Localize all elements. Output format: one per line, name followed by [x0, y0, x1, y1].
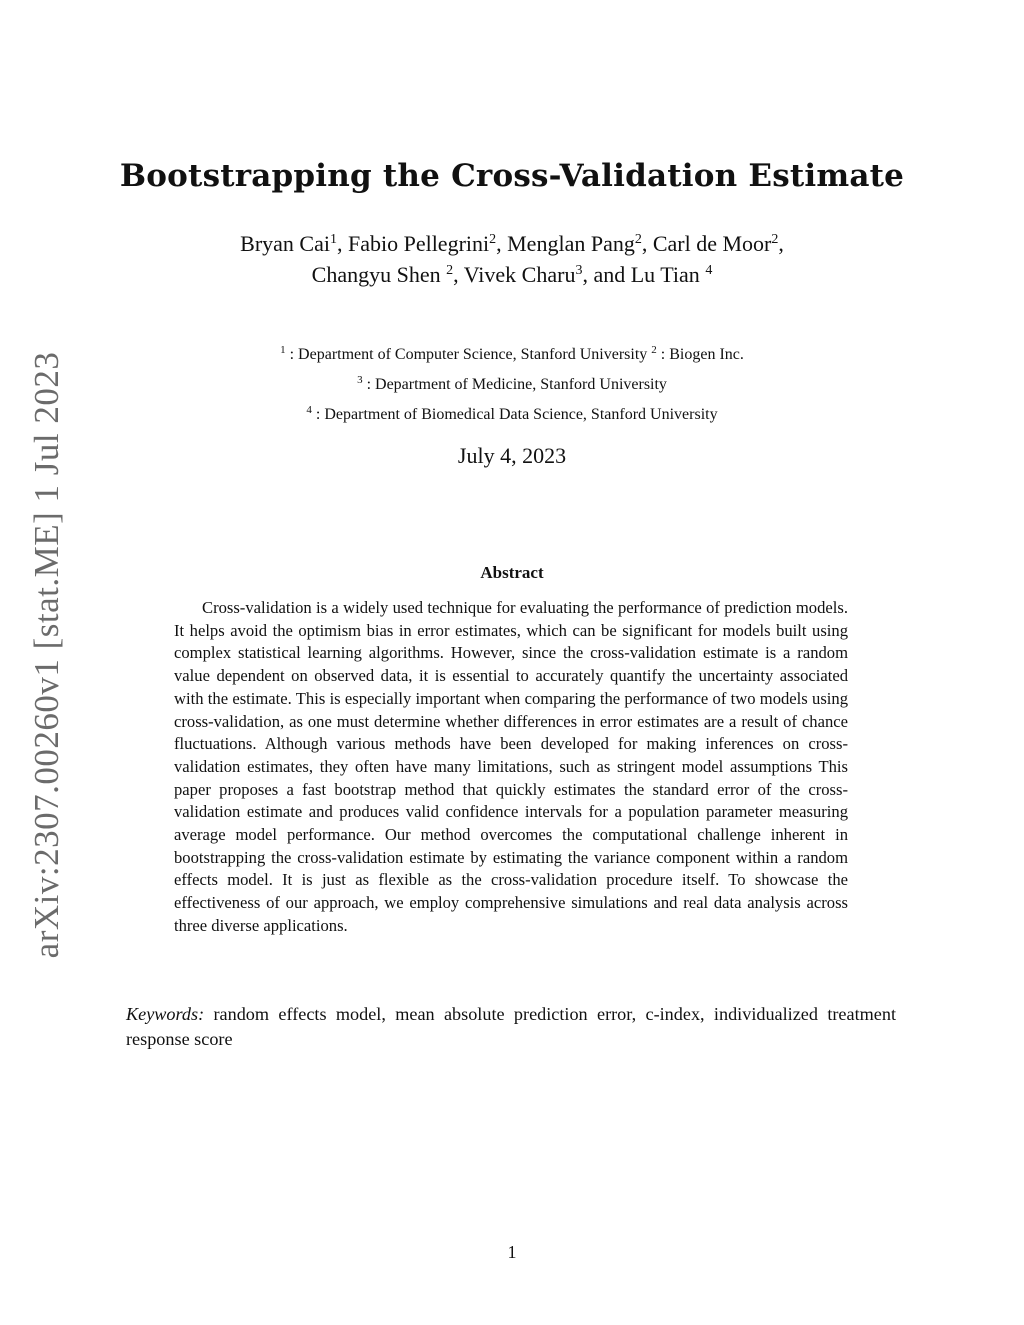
publication-date: July 4, 2023: [457, 443, 567, 468]
author-affiliation-mark: 3: [575, 263, 583, 278]
author-affiliation-mark: 2: [489, 232, 497, 247]
affiliation-line: $^3$ : Department of Medicine, Stanford University: [357, 374, 667, 393]
keywords-label: Keywords:: [126, 1004, 205, 1024]
author-affiliation-mark: 2: [771, 232, 779, 247]
affiliation-list: [0, 340, 1024, 430]
page-number: 1: [507, 1242, 517, 1262]
author-list: Bryan Cai$^1$, Fabio Pellegrini$^2$, Menglan Pang$^2$, Carl de Moor$^2$, Changyu Shen $^2$, Vivek Charu$^3$, and Lu Tian $^4$: [240, 231, 784, 287]
abstract-heading: Abstract: [480, 563, 544, 582]
abstract-body: Cross-validation is a widely used technique for evaluating the performance of prediction models. It helps avoid the optimism bias in error estimates, which can be significant for models built using complex statistical learning algorithms. However, since the cross-validation estimate is a random value dependent on observed data, it is essential to accurately quantify the uncertainty associated with the estimate. This is especially important when comparing the performance of two models using cross-validation, as one must determine whether differences in error estimates are a result of chance fluctuations. Although various methods have been developed for making inferences on cross-validation estimates, they often have many limitations, such as stringent model assumptions This paper proposes a fast bootstrap method that quickly estimates the standard error of the cross-validation estimate and produces valid confidence intervals for a population parameter measuring average model performance. Our method overcomes the computational challenge inherent in bootstrapping the cross-validation estimate by estimating the variance component within a random effects model. It is just as flexible as the cross-validation procedure itself. To showcase the effectiveness of our approach, we employ comprehensive simulations and real data analysis across three diverse applications.: [174, 598, 848, 935]
author-affiliation-mark: 1: [329, 232, 337, 247]
keywords-text: random effects model, mean absolute prediction error, c-index, individualized treatment response score: [126, 1004, 896, 1049]
author-affiliation-mark: 2: [634, 232, 642, 247]
author-name: Fabio Pellegrini: [347, 231, 490, 256]
author-name: Bryan Cai: [240, 231, 330, 256]
author-name: Menglan Pang: [507, 231, 635, 256]
author-name: and Lu Tian: [593, 262, 706, 287]
author-affiliation-mark: 2: [446, 263, 454, 278]
author-affiliation-mark: 4: [705, 263, 713, 278]
author-name: Carl de Moor: [652, 231, 772, 256]
arxiv-identifier-stamp: arXiv:2307.00260v1 [stat.ME] 1 Jul 2023: [27, 351, 66, 959]
paper-title: Bootstrapping the Cross-Validation Estimate: [119, 158, 905, 194]
affiliation-line: $^4$ : Department of Biomedical Data Science, Stanford University: [306, 404, 718, 423]
author-name: Changyu Shen: [311, 262, 447, 287]
keywords: [126, 1002, 896, 1052]
author-name: Vivek Charu: [463, 262, 576, 287]
affiliation-line: $^1$ : Department of Computer Science, Stanford University $^2$ : Biogen Inc.: [280, 344, 744, 363]
